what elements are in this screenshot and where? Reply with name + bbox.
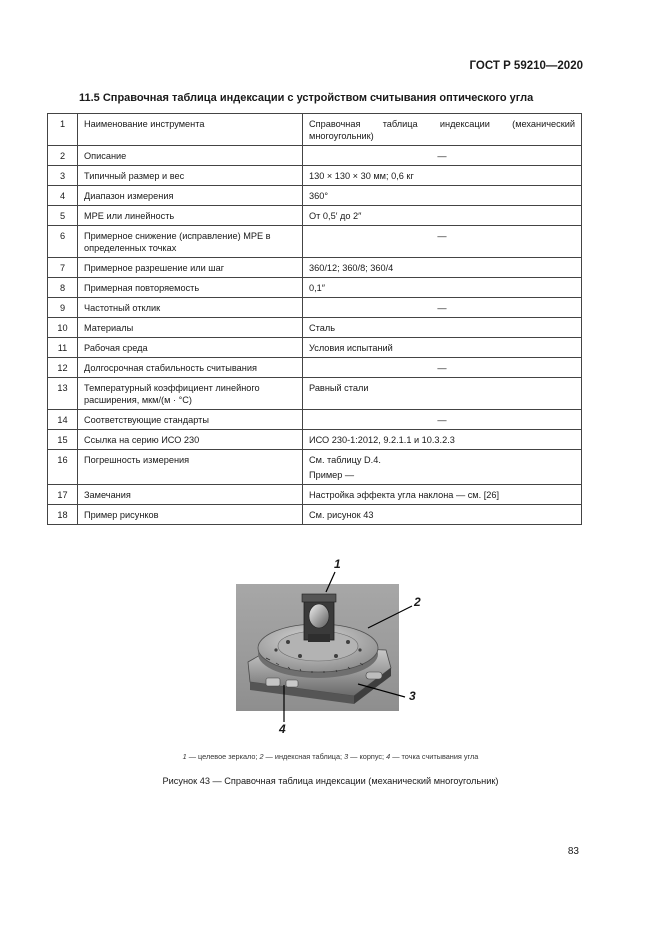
parameter-name: Типичный размер и вес xyxy=(78,166,303,186)
row-number: 13 xyxy=(48,378,78,410)
parameter-name: Примерная повторяемость xyxy=(78,278,303,298)
value-line: 360/12; 360/8; 360/4 xyxy=(309,263,394,273)
figure-legend xyxy=(0,752,661,761)
parameter-name: Температурный коэффициент линейного расширения, мкм/(м · °С) xyxy=(78,378,303,410)
row-number: 17 xyxy=(48,485,78,505)
value-line: Условия испытаний xyxy=(309,343,393,353)
value-line: См. рисунок 43 xyxy=(309,510,374,520)
value-line: От 0,5′ до 2″ xyxy=(309,211,362,221)
row-number: 8 xyxy=(48,278,78,298)
value-line: 0,1″ xyxy=(309,283,326,293)
parameter-name: Частотный отклик xyxy=(78,298,303,318)
parameter-name: Рабочая среда xyxy=(78,338,303,358)
row-number: 6 xyxy=(48,226,78,258)
row-number: 12 xyxy=(48,358,78,378)
value-line: ИСО 230-1:2012, 9.2.1.1 и 10.3.2.3 xyxy=(309,435,455,445)
parameter-name: Ссылка на серию ИСО 230 xyxy=(78,430,303,450)
section-title: 11.5 Справочная таблица индексации с устройством считывания оптического угла xyxy=(79,92,534,104)
row-number: 7 xyxy=(48,258,78,278)
callout-4: 4 xyxy=(279,722,286,736)
value-line: Равный стали xyxy=(309,383,369,393)
standard-code: ГОСТ Р 59210—2020 xyxy=(469,60,583,72)
callout-1: 1 xyxy=(334,557,341,571)
value-line: Пример — xyxy=(309,470,355,480)
row-number: 9 xyxy=(48,298,78,318)
row-number: 2 xyxy=(48,146,78,166)
parameter-name: Долгосрочная стабильность считывания xyxy=(78,358,303,378)
legend-num-2: 2 xyxy=(259,752,264,761)
value-line: — xyxy=(437,303,447,313)
parameter-name: Описание xyxy=(78,146,303,166)
row-number: 11 xyxy=(48,338,78,358)
parameter-name: Наименование инструмента xyxy=(78,114,303,146)
parameter-name: МРЕ или линейность xyxy=(78,206,303,226)
value-line: — xyxy=(437,415,447,425)
value-line: — xyxy=(437,151,447,161)
parameter-name: Соответствующие стандарты xyxy=(78,410,303,430)
value-line: 130 × 130 × 30 мм; 0,6 кг xyxy=(309,171,414,181)
value-line: Настройка эффекта угла наклона — см. [26] xyxy=(309,490,500,500)
callout-3: 3 xyxy=(409,689,416,703)
row-number: 10 xyxy=(48,318,78,338)
row-number: 14 xyxy=(48,410,78,430)
parameter-name: Примерное снижение (исправление) МРЕ в определенных точках xyxy=(78,226,303,258)
legend-text-4: — точка считывания угла xyxy=(390,752,479,761)
parameter-name: Замечания xyxy=(78,485,303,505)
legend-text-2: — индексная таблица; xyxy=(263,752,345,761)
legend-text-3: — корпус; xyxy=(348,752,387,761)
parameter-name: Материалы xyxy=(78,318,303,338)
value-line: — xyxy=(437,231,447,241)
legend-num-3: 3 xyxy=(344,752,349,761)
row-number: 18 xyxy=(48,505,78,525)
figure-caption: Рисунок 43 — Справочная таблица индексации (механический многоугольник) xyxy=(162,776,499,786)
row-number: 15 xyxy=(48,430,78,450)
value-line: 360° xyxy=(309,191,329,201)
page-number: 83 xyxy=(567,846,579,857)
legend-text-1: — целевое зеркало; xyxy=(186,752,260,761)
callout-2: 2 xyxy=(414,595,421,609)
value-line: Сталь xyxy=(309,323,335,333)
row-number: 5 xyxy=(48,206,78,226)
value-line: Справочная таблица индексации (механический многоугольник) xyxy=(309,119,575,141)
parameter-name: Погрешность измерения xyxy=(78,450,303,485)
parameter-name: Пример рисунков xyxy=(78,505,303,525)
value-line: — xyxy=(437,363,447,373)
row-number: 1 xyxy=(48,114,78,146)
legend-num-4: 4 xyxy=(386,752,391,761)
parameter-name: Диапазон измерения xyxy=(78,186,303,206)
parameter-name: Примерное разрешение или шаг xyxy=(78,258,303,278)
legend-num-1: 1 xyxy=(182,752,187,761)
value-line: См. таблицу D.4. xyxy=(309,455,381,465)
row-number: 3 xyxy=(48,166,78,186)
row-number: 4 xyxy=(48,186,78,206)
row-number: 16 xyxy=(48,450,78,485)
